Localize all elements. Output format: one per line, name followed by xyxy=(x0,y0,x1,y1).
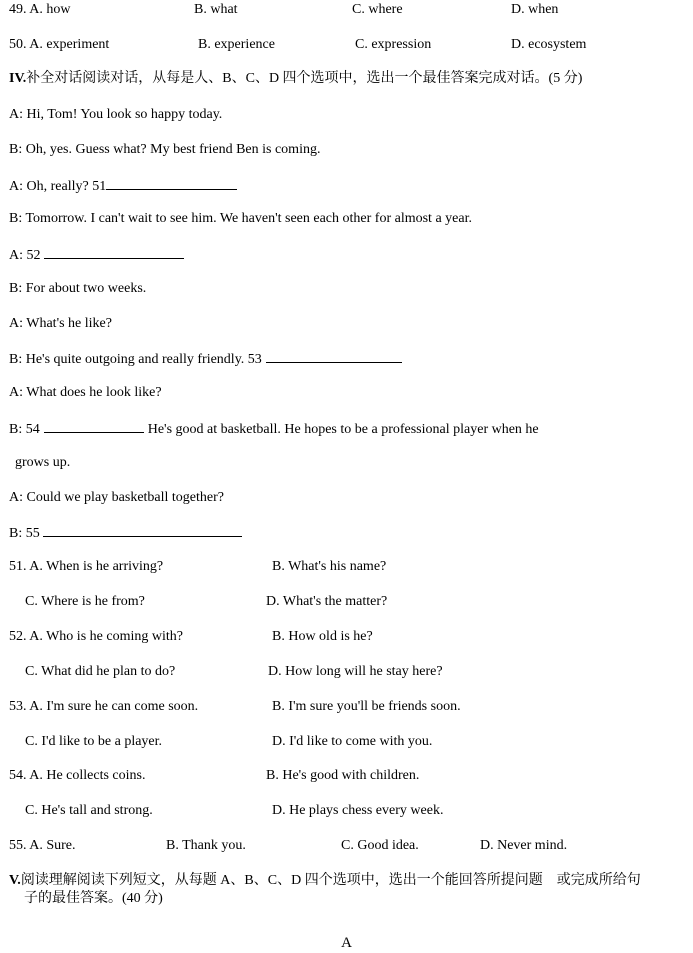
q55-option-a: 55. A. Sure. xyxy=(9,838,76,853)
dialogue-line-6: B: For about two weeks. xyxy=(9,281,147,296)
dialogue-line-8-text: B: He's quite outgoing and really friendly. 53 xyxy=(9,352,262,367)
blank-51[interactable] xyxy=(106,176,237,190)
dialogue-line-12: A: Could we play basketball together? xyxy=(9,490,224,505)
q51-option-c: C. Where is he from? xyxy=(25,594,145,609)
dialogue-line-10 xyxy=(9,419,539,439)
dialogue-line-9: A: What does he look like? xyxy=(9,385,162,400)
section-4-number: IV. xyxy=(9,71,27,86)
dialogue-line-5-text: A: 52 xyxy=(9,248,41,263)
q51-option-a: 51. A. When is he arriving? xyxy=(9,559,164,574)
dialogue-line-3 xyxy=(9,176,237,196)
q54-option-b: B. He's good with children. xyxy=(266,768,420,783)
q53-option-c: C. I'd like to be a player. xyxy=(25,734,163,749)
dialogue-line-4: B: Tomorrow. I can't wait to see him. We haven't seen each other for almost a year. xyxy=(9,211,472,226)
q54-option-c: C. He's tall and strong. xyxy=(25,803,153,818)
dialogue-line-3-text: A: Oh, really? 51 xyxy=(9,179,107,194)
dialogue-line-7: A: What's he like? xyxy=(9,316,112,331)
blank-54[interactable] xyxy=(44,419,144,433)
q51-option-d: D. What's the matter? xyxy=(266,594,388,609)
q54-option-d: D. He plays chess every week. xyxy=(272,803,444,818)
dialogue-line-11: grows up. xyxy=(15,455,71,470)
dialogue-line-13-text: B: 55 xyxy=(9,526,40,541)
q52-option-a: 52. A. Who is he coming with? xyxy=(9,629,183,644)
question-50 xyxy=(9,36,109,54)
q53-option-b: B. I'm sure you'll be friends soon. xyxy=(272,699,461,714)
section-5-instructions-line-2: 子的最佳答案。(40 分) xyxy=(24,891,163,906)
q49-option-a: A. how xyxy=(29,2,71,17)
q52-option-c: C. What did he plan to do? xyxy=(25,664,176,679)
q55-option-c: C. Good idea. xyxy=(341,838,419,853)
section-4-heading xyxy=(9,70,582,88)
question-49 xyxy=(9,1,70,19)
dialogue-line-8 xyxy=(9,349,402,369)
q53-option-a: 53. A. I'm sure he can come soon. xyxy=(9,699,199,714)
dialogue-line-10-speaker: B: 54 xyxy=(9,422,40,437)
q55-option-d: D. Never mind. xyxy=(480,838,568,853)
blank-55[interactable] xyxy=(43,523,242,537)
passage-label: A xyxy=(341,935,352,951)
q49-number: 49. xyxy=(9,2,27,17)
q50-number: 50. xyxy=(9,37,27,52)
q49-option-d: D. when xyxy=(511,2,559,17)
q51-option-b: B. What's his name? xyxy=(272,559,387,574)
q52-option-b: B. How old is he? xyxy=(272,629,373,644)
section-5-instructions-line-1: 阅读理解阅读下列短文，从每题 A、B、C、D 四个选项中，选出一个能回答所提问题 或完成所给句 xyxy=(20,873,641,888)
blank-52[interactable] xyxy=(44,245,184,259)
section-5-heading xyxy=(9,872,689,908)
q49-option-c: C. where xyxy=(352,2,403,17)
dialogue-line-2: B: Oh, yes. Guess what? My best friend Ben is coming. xyxy=(9,142,321,157)
q49-option-b: B. what xyxy=(194,2,238,17)
q53-option-d: D. I'd like to come with you. xyxy=(272,734,433,749)
q50-option-a: A. experiment xyxy=(29,37,110,52)
dialogue-line-1: A: Hi, Tom! You look so happy today. xyxy=(9,107,223,122)
q50-option-c: C. expression xyxy=(355,37,432,52)
q54-option-a: 54. A. He collects coins. xyxy=(9,768,146,783)
q52-option-d: D. How long will he stay here? xyxy=(268,664,443,679)
section-5-number: V. xyxy=(9,873,21,888)
dialogue-line-13 xyxy=(9,523,242,543)
blank-53[interactable] xyxy=(266,349,402,363)
q55-option-b: B. Thank you. xyxy=(166,838,246,853)
dialogue-line-10-text: He's good at basketball. He hopes to be a professional player when he xyxy=(147,422,539,437)
section-4-instructions: 补全对话阅读对话，从每是人、B、C、D 四个选项中，选出一个最佳答案完成对话。(5 分) xyxy=(26,71,583,86)
q50-option-b: B. experience xyxy=(198,37,275,52)
q50-option-d: D. ecosystem xyxy=(511,37,587,52)
dialogue-line-5 xyxy=(9,245,184,265)
